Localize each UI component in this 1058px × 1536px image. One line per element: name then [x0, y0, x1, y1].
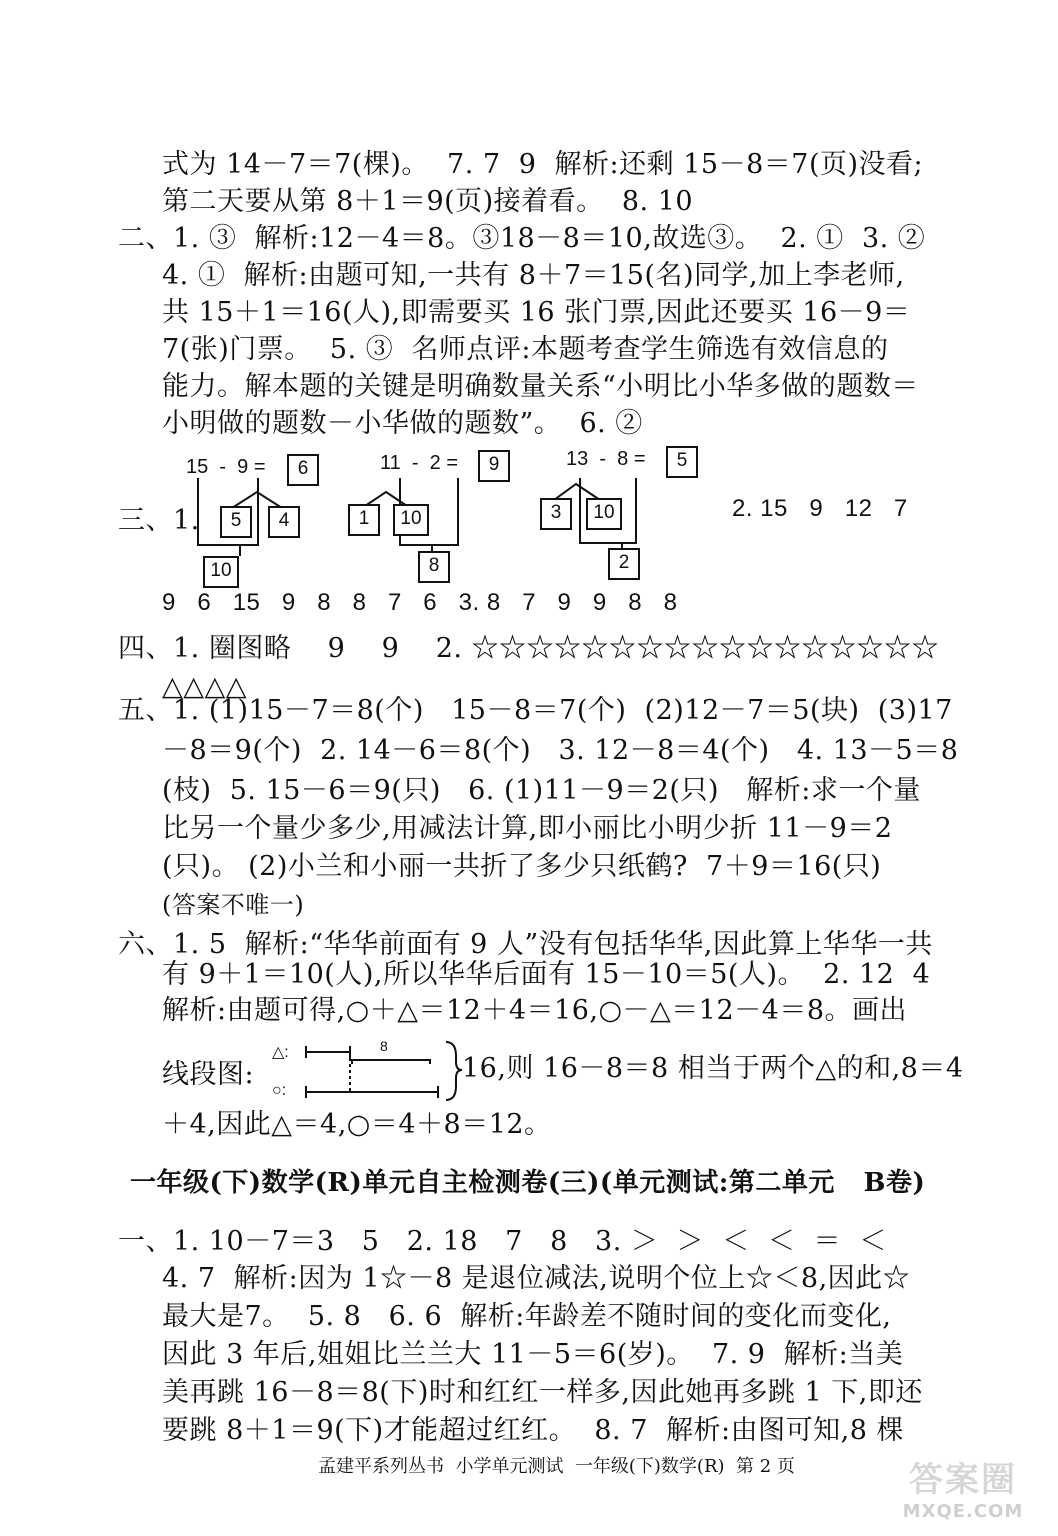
answer-line: (枝) 5. 15－6＝9(只) 6. (1)11－9＝2(只) 解析:求一个量	[162, 775, 921, 806]
answer-line: △△△△	[162, 671, 248, 702]
answer-line: 小明做的题数－小华做的题数”。 6. ②	[162, 408, 643, 439]
answer-line: 9 6 15 9 8 8 7 6 3. 8 7 9 9 8 8	[162, 589, 678, 616]
split-box: 10	[586, 498, 622, 530]
difference-label: 8	[380, 1038, 388, 1054]
split-box: 10	[393, 504, 429, 536]
answer-line: 比另一个量少多少,用减法计算,即小丽比小明少折 11－9＝2	[162, 813, 893, 844]
watermark-text: 答案圈	[909, 1460, 1017, 1500]
result-box: 5	[666, 446, 698, 478]
diagram-expression: 13 - 8 =	[566, 448, 646, 470]
result-box: 6	[287, 454, 319, 486]
answer-line: 解析:由题可得,○＋△＝12＋4＝16,○－△＝12－4＝8。画出	[162, 995, 908, 1026]
answer-line: 2. 15 9 12 7	[732, 495, 908, 522]
answer-line: 共 15＋1＝16(人),即需要买 16 张门票,因此还要买 16－9＝	[162, 297, 911, 328]
answer-line: 7(张)门票。 5. ③ 名师点评:本题考查学生筛选有效信息的	[162, 334, 889, 365]
answer-line: 有 9＋1＝10(人),所以华华后面有 15－10＝5(人)。 2. 12 4	[162, 959, 931, 990]
circle-label: ○:	[272, 1082, 287, 1099]
answer-line: (只)。 (2)小兰和小丽一共折了多少只纸鹤? 7＋9＝16(只)	[162, 851, 882, 882]
section-label: 三、1.	[118, 505, 200, 536]
split-box: 4	[268, 506, 300, 538]
page-footer: 孟建平系列丛书 小学单元测试 一年级(下)数学(R) 第 2 页	[318, 1456, 795, 1477]
bottom-box: 8	[418, 551, 450, 583]
split-box: 5	[220, 506, 252, 538]
section-title: 一年级(下)数学(R)单元自主检测卷(三)(单元测试:第二单元 B卷)	[130, 1168, 926, 1198]
answer-line: 线段图:	[162, 1059, 255, 1090]
answer-line: 式为 14－7＝7(棵)。 7. 7 9 解析:还剩 15－8＝7(页)没看;	[162, 149, 924, 180]
result-box: 9	[478, 450, 510, 482]
answer-line: 第二天要从第 8＋1＝9(页)接着看。 8. 10	[162, 186, 694, 217]
diagram-expression: 15 - 9 =	[186, 456, 266, 478]
answer-line: 二、1. ③ 解析:12－4＝8。③18－8＝10,故选③。 2. ① 3. ②	[118, 223, 926, 254]
bottom-box: 10	[203, 556, 239, 588]
answer-line: 要跳 8＋1＝9(下)才能超过红红。 8. 7 解析:由图可知,8 棵	[162, 1415, 904, 1446]
bottom-box: 2	[608, 548, 640, 580]
answer-line: 最大是7。 5. 8 6. 6 解析:年龄差不随时间的变化而变化,	[162, 1301, 892, 1332]
answer-line: 4. ① 解析:由题可知,一共有 8＋7＝15(名)同学,加上李老师,	[162, 260, 905, 291]
answer-line: (答案不唯一)	[162, 891, 305, 919]
answer-line: －8＝9(个) 2. 14－6＝8(个) 3. 12－8＝4(个) 4. 13－5＝8	[162, 735, 959, 766]
triangle-label: △:	[272, 1044, 289, 1061]
answer-line: 4. 7 解析:因为 1☆－8 是退位减法,说明个位上☆＜8,因此☆	[162, 1263, 911, 1294]
answer-line: 六、1. 5 解析:“华华前面有 9 人”没有包括华华,因此算上华华一共	[118, 929, 933, 960]
split-box: 1	[348, 504, 380, 536]
answer-line: 一、1. 10－7＝3 5 2. 18 7 8 3. ＞ ＞ ＜ ＜ ＝ ＜	[118, 1226, 887, 1257]
answer-line: 四、1. 圈图略 9 9 2. ☆☆☆☆☆☆☆☆☆☆☆☆☆☆☆☆☆	[118, 633, 940, 664]
answer-line: 能力。解本题的关键是明确数量关系“小明比小华多做的题数＝	[162, 371, 919, 402]
split-box: 3	[540, 498, 572, 530]
diagram-expression: 11 - 2 =	[380, 452, 459, 474]
watermark-logo	[888, 1452, 1038, 1522]
answer-line: ＋4,因此△＝4,○＝4＋8＝12。	[162, 1109, 552, 1140]
watermark-url: MXQE.COM	[902, 1501, 1024, 1522]
answer-line: 美再跳 16－8＝8(下)时和红红一样多,因此她再多跳 1 下,即还	[162, 1377, 923, 1408]
answer-line: 五、1. (1)15－7＝8(个) 15－8＝7(个) (2)12－7＝5(块) (3)17	[118, 695, 953, 726]
answer-line: 因此 3 年后,姐姐比兰兰大 11－5＝6(岁)。 7. 9 解析:当美	[162, 1339, 904, 1370]
answer-line: 16,则 16－8＝8 相当于两个△的和,8＝4	[462, 1053, 964, 1084]
